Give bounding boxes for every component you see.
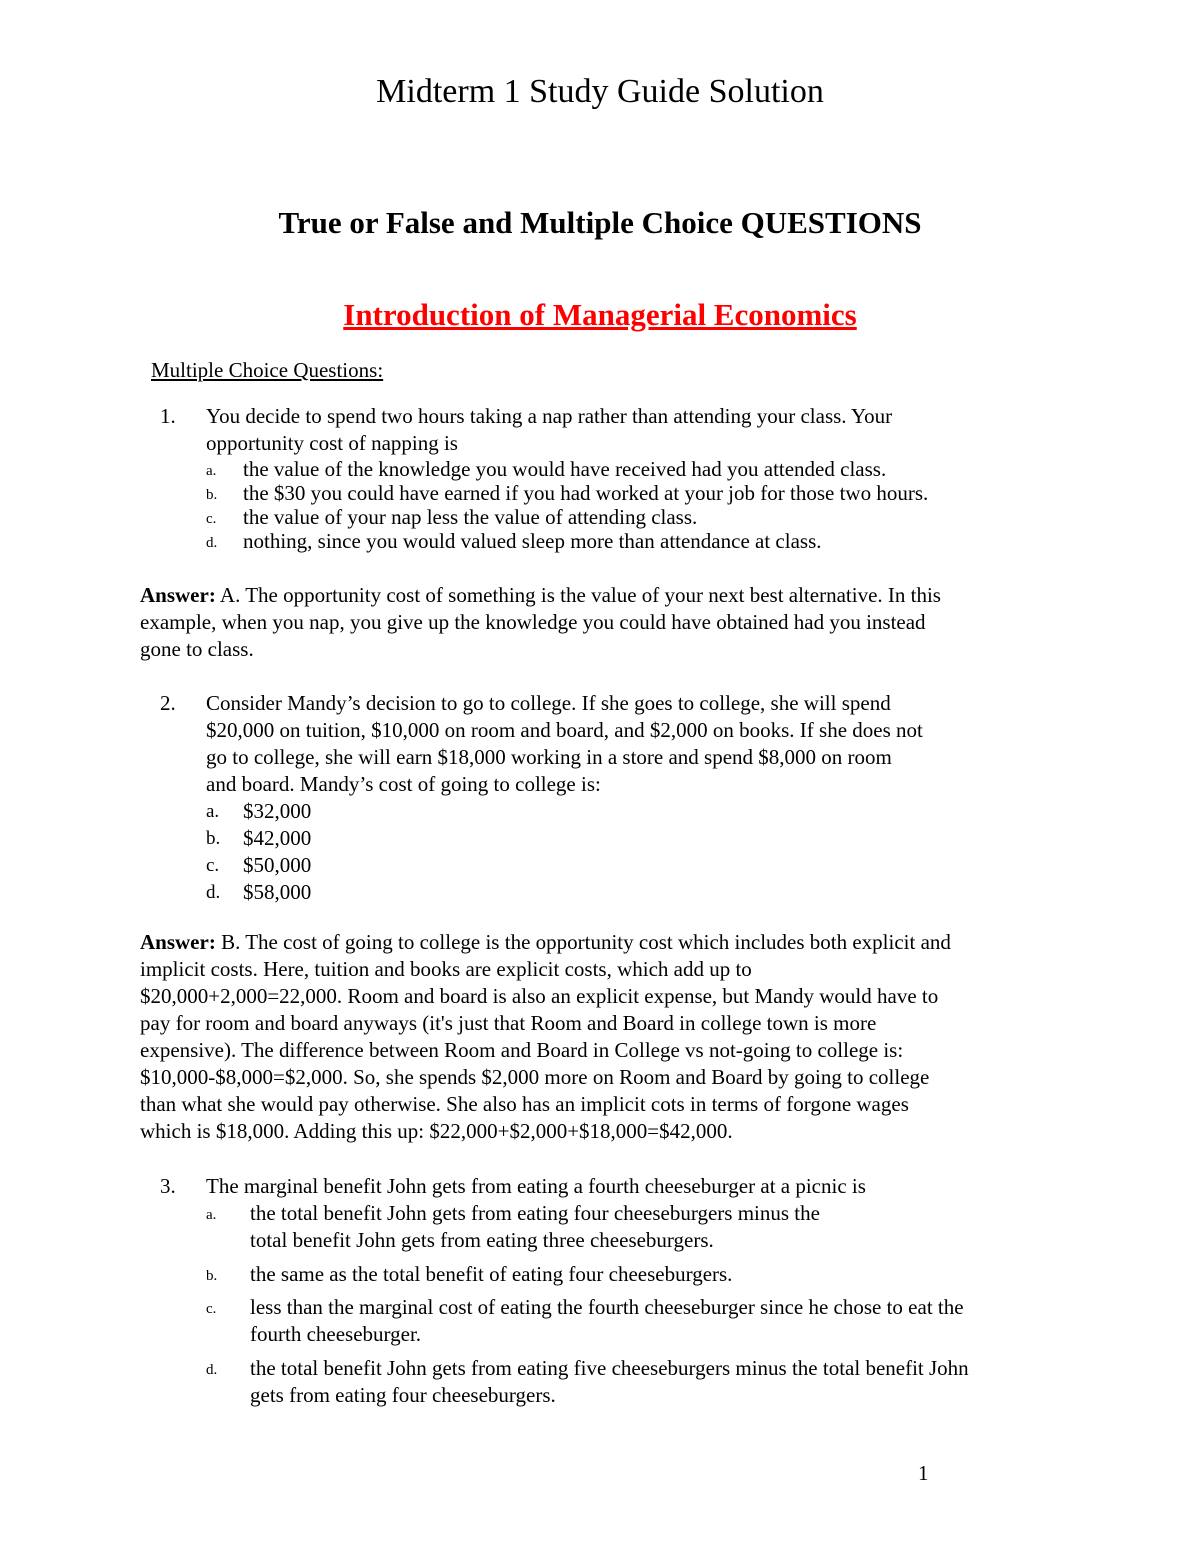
option-text: gets from eating four cheeseburgers. <box>250 1383 556 1407</box>
option-letter: d. <box>206 882 221 903</box>
option-text: nothing, since you would valued sleep more than attendance at class. <box>243 529 822 553</box>
option-text: $32,000 <box>243 799 312 823</box>
stem-line: $20,000 on tuition, $10,000 on room and board, and $2,000 on books. If she does not <box>206 718 923 742</box>
options-list <box>206 798 1066 906</box>
stem-line: and board. Mandy’s cost of going to college is: <box>206 772 601 796</box>
option-text: the total benefit John gets from eating four cheeseburgers minus the <box>250 1201 820 1225</box>
option-c <box>206 852 1066 879</box>
option-letter: d. <box>206 535 218 551</box>
option-letter: a. <box>206 463 217 479</box>
option-d <box>206 528 1066 552</box>
answer-line: example, when you nap, you give up the knowledge you could have obtained had you instead <box>140 610 926 634</box>
option-text: fourth cheeseburger. <box>250 1322 422 1346</box>
option-letter: a. <box>206 1207 217 1223</box>
option-letter: c. <box>206 855 220 876</box>
option-letter: c. <box>206 511 217 527</box>
page-number: 1 <box>918 1461 929 1485</box>
option-c <box>206 504 1066 528</box>
option-b <box>206 480 1066 504</box>
answer-line: expensive). The difference between Room and Board in College vs not-going to college is: <box>140 1038 904 1062</box>
question-stem <box>206 1173 1056 1200</box>
option-b <box>206 1261 1066 1288</box>
option-text: less than the marginal cost of eating the fourth cheeseburger since he chose to eat the <box>250 1295 964 1319</box>
document-title: Midterm 1 Study Guide Solution <box>376 73 824 110</box>
option-text: the $30 you could have earned if you had worked at your job for those two hours. <box>243 481 929 505</box>
option-letter: b. <box>206 1268 218 1284</box>
question-stem <box>206 403 1056 457</box>
option-text: total benefit John gets from eating three cheeseburgers. <box>250 1228 714 1252</box>
answer-line <box>140 929 1060 956</box>
question-number: 3. <box>160 1174 176 1198</box>
answer-line <box>140 582 1060 609</box>
option-text: $50,000 <box>243 853 312 877</box>
answer-line: than what she would pay otherwise. She also has an implicit cots in terms of forgone wages <box>140 1092 909 1116</box>
options-list <box>206 456 1066 552</box>
answer-line: pay for room and board anyways (it's just that Room and Board in college town is more <box>140 1011 877 1035</box>
answer-label: Answer: <box>140 930 216 954</box>
question-number: 1. <box>160 404 176 428</box>
option-a <box>206 1200 1066 1254</box>
answer-text: B. The cost of going to college is the opportunity cost which includes both explicit and <box>215 930 951 954</box>
option-a <box>206 456 1066 480</box>
answer-line: which is $18,000. Adding this up: $22,000+$2,000+$18,000=$42,000. <box>140 1119 733 1143</box>
option-letter: d. <box>206 1362 218 1378</box>
option-letter: a. <box>206 801 220 822</box>
option-text: the value of the knowledge you would have received had you attended class. <box>243 457 887 481</box>
option-b <box>206 825 1066 852</box>
options-list <box>206 1200 1066 1409</box>
stem-line: go to college, she will earn $18,000 working in a store and spend $8,000 on room <box>206 745 892 769</box>
option-c <box>206 1294 1066 1348</box>
option-letter: c. <box>206 1301 217 1317</box>
option-d <box>206 1355 1066 1409</box>
option-text: $58,000 <box>243 880 312 904</box>
answer-text: A. The opportunity cost of something is the value of your next best alternative. In this <box>215 583 941 607</box>
question-number: 2. <box>160 691 176 715</box>
answer-1 <box>140 582 1060 663</box>
section-title: True or False and Multiple Choice QUESTIONS <box>278 205 922 240</box>
answer-line: $10,000-$8,000=$2,000. So, she spends $2,000 more on Room and Board by going to college <box>140 1065 930 1089</box>
answer-label: Answer: <box>140 583 216 607</box>
chapter-title: Introduction of Managerial Economics <box>343 297 857 332</box>
answer-line: $20,000+2,000=22,000. Room and board is also an explicit expense, but Mandy would have to <box>140 984 939 1008</box>
option-d <box>206 879 1066 906</box>
answer-2 <box>140 929 1060 1145</box>
option-text: the same as the total benefit of eating four cheeseburgers. <box>250 1262 733 1286</box>
multiple-choice-subheading: Multiple Choice Questions: <box>151 358 384 382</box>
answer-line: implicit costs. Here, tuition and books are explicit costs, which add up to <box>140 957 752 981</box>
stem-line: opportunity cost of napping is <box>206 431 458 455</box>
option-text: $42,000 <box>243 826 312 850</box>
option-text: the value of your nap less the value of attending class. <box>243 505 698 529</box>
option-text: the total benefit John gets from eating five cheeseburgers minus the total benefit John <box>250 1356 969 1380</box>
stem-line: Consider Mandy’s decision to go to college. If she goes to college, she will spend <box>206 691 891 715</box>
option-letter: b. <box>206 828 221 849</box>
question-stem <box>206 690 1056 798</box>
stem-line: The marginal benefit John gets from eating a fourth cheeseburger at a picnic is <box>206 1174 866 1198</box>
stem-line: You decide to spend two hours taking a nap rather than attending your class. Your <box>206 404 893 428</box>
option-letter: b. <box>206 487 218 503</box>
option-a <box>206 798 1066 825</box>
answer-line: gone to class. <box>140 637 254 661</box>
